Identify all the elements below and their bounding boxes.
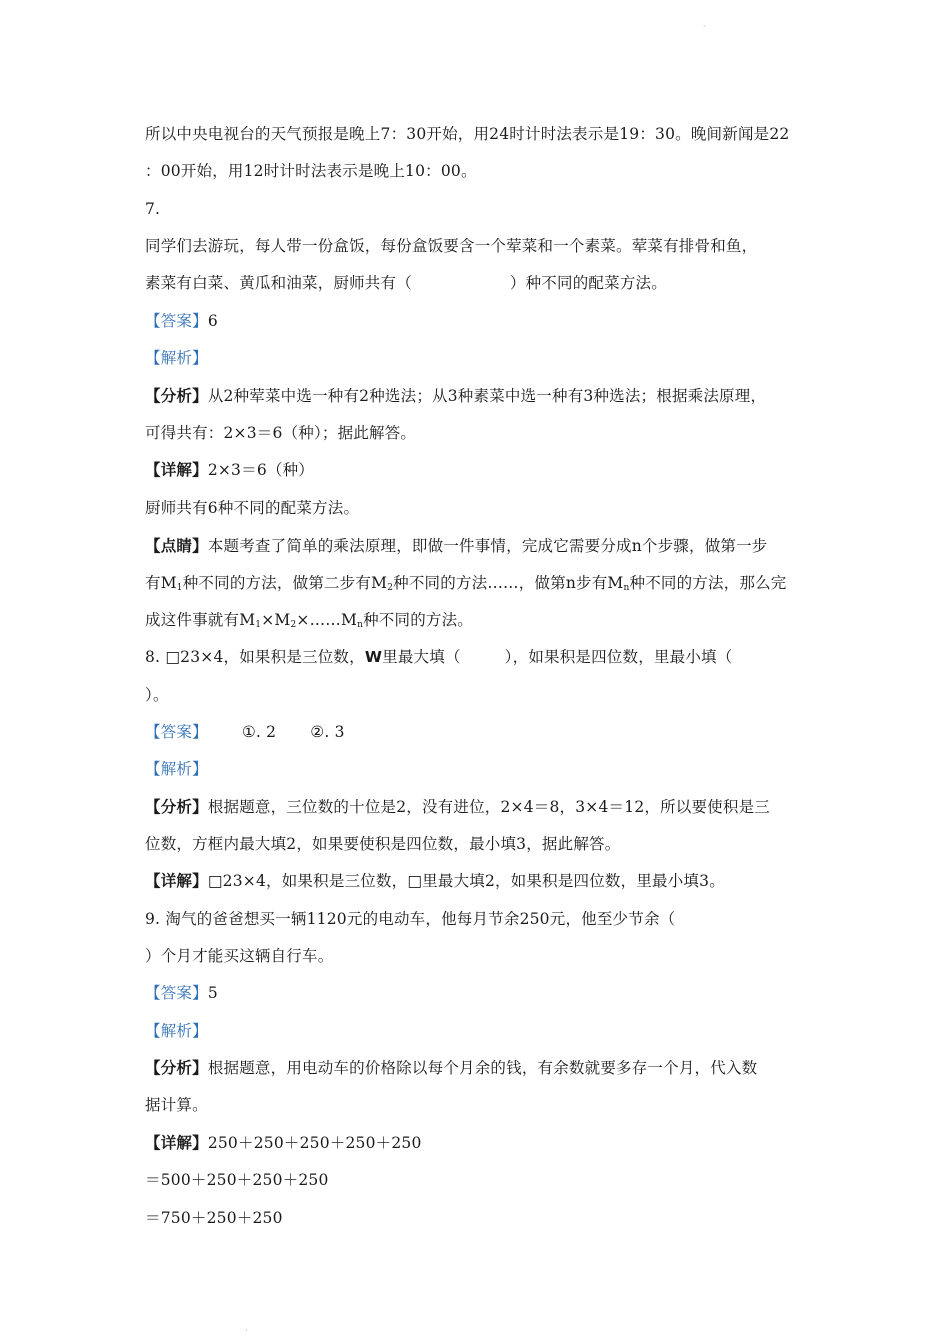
dianjing-text bbox=[145, 610, 473, 635]
answer-value: ②. 3 bbox=[310, 723, 345, 741]
calc-step: ＝750＋250＋250 bbox=[145, 1209, 283, 1227]
analysis-tag: 【解析】 bbox=[145, 1022, 208, 1040]
fenxi-tag: 【分析】 bbox=[145, 1058, 208, 1077]
answer-tag: 【答案】 bbox=[145, 723, 208, 741]
question-stem: ）个月才能买这辆自行车。 bbox=[145, 947, 334, 965]
analysis-tag: 【解析】 bbox=[145, 760, 208, 778]
dianjing-tag: 【点睛】 bbox=[145, 536, 208, 555]
text-line: 所以中央电视台的天气预报是晚上7：30开始，用24时计时法表示是19：30。晚间新闻是22 bbox=[145, 125, 790, 143]
answer-row bbox=[145, 311, 218, 331]
result-text: 厨师共有6种不同的配菜方法。 bbox=[145, 499, 360, 517]
subscript: n bbox=[623, 583, 630, 593]
xiangjie-text: 250＋250＋250＋250＋250 bbox=[207, 1134, 422, 1152]
xiangjie-row bbox=[145, 460, 314, 480]
fenxi-tag: 【分析】 bbox=[145, 797, 208, 816]
page-mark-dot: · bbox=[245, 1326, 248, 1335]
subscript: 2 bbox=[290, 620, 297, 630]
calc-step: ＝500＋250＋250＋250 bbox=[145, 1171, 329, 1189]
text-part: 种不同的方法，做第二步有M bbox=[182, 574, 388, 592]
fenxi-tag: 【分析】 bbox=[145, 386, 208, 405]
subscript: 1 bbox=[176, 583, 183, 593]
xiangjie-row bbox=[145, 1133, 422, 1153]
subscript: n bbox=[357, 620, 364, 630]
dianjing-row bbox=[145, 536, 768, 556]
fenxi-row bbox=[145, 386, 766, 406]
analysis-row bbox=[145, 348, 208, 368]
answer-value: ①. 2 bbox=[241, 723, 277, 741]
xiangjie-tag: 【详解】 bbox=[145, 1133, 208, 1152]
text-part: ×……M bbox=[296, 611, 358, 629]
fenxi-text: 位数，方框内最大填2，如果要使积是四位数，最小填3，据此解答。 bbox=[145, 835, 621, 853]
question-stem: 同学们去游玩，每人带一份盒饭，每份盒饭要含一个荤菜和一个素菜。荤菜有排骨和鱼， bbox=[145, 237, 758, 255]
stem-part: ）种不同的配菜方法。 bbox=[509, 274, 667, 292]
fenxi-text: 从2种荤菜中选一种有2种选法；从3种素菜中选一种有3种选法；根据乘法原理， bbox=[207, 387, 767, 405]
stem-part: 里最大填（ bbox=[382, 648, 461, 666]
fenxi-row bbox=[145, 1058, 757, 1078]
answer-value: 5 bbox=[207, 984, 218, 1002]
text-part: 种不同的方法。 bbox=[363, 611, 473, 629]
text-part: 种不同的方法，那么完 bbox=[629, 574, 787, 592]
stem-part: W bbox=[364, 648, 383, 666]
text-line: ：00开始，用12时计时法表示是晚上10：00。 bbox=[145, 162, 477, 180]
question-stem bbox=[145, 273, 667, 293]
text-part: ×M bbox=[261, 611, 291, 629]
answer-row bbox=[145, 983, 218, 1003]
question-stem: 9. 淘气的爸爸想买一辆1120元的电动车，他每月节余250元，他至少节余（ bbox=[145, 910, 676, 928]
answer-tag: 【答案】 bbox=[145, 312, 208, 330]
analysis-row bbox=[145, 759, 208, 779]
fenxi-text: 据计算。 bbox=[145, 1096, 208, 1114]
subscript: 2 bbox=[387, 583, 394, 593]
page-mark-dot: · bbox=[703, 22, 706, 31]
text-part: 种不同的方法……，做第n步有M bbox=[393, 574, 624, 592]
dianjing-text: 本题考查了简单的乘法原理，即做一件事情，完成它需要分成n个步骤，做第一步 bbox=[207, 537, 768, 555]
answer-value: 6 bbox=[207, 312, 218, 330]
text-part: 成这件事就有M bbox=[145, 611, 256, 629]
fenxi-text: 根据题意，三位数的十位是2，没有进位，2×4＝8，3×4＝12，所以要使积是三 bbox=[207, 798, 770, 816]
analysis-tag: 【解析】 bbox=[145, 349, 208, 367]
xiangjie-row bbox=[145, 871, 725, 891]
analysis-row bbox=[145, 1021, 208, 1041]
stem-part: 素菜有白菜、黄瓜和油菜，厨师共有（ bbox=[145, 274, 412, 292]
question-stem: ）。 bbox=[145, 686, 169, 704]
text-part: 有M bbox=[145, 574, 177, 592]
question-number: 7. bbox=[145, 200, 161, 218]
question-stem bbox=[145, 647, 732, 667]
fenxi-row bbox=[145, 797, 770, 817]
answer-tag: 【答案】 bbox=[145, 984, 208, 1002]
xiangjie-tag: 【详解】 bbox=[145, 871, 208, 890]
xiangjie-text: 2×3＝6（种） bbox=[207, 461, 314, 479]
stem-part: ），如果积是四位数，里最小填（ bbox=[504, 648, 733, 666]
xiangjie-tag: 【详解】 bbox=[145, 460, 208, 479]
subscript: 1 bbox=[255, 620, 262, 630]
stem-part: 8. □23×4，如果积是三位数， bbox=[145, 648, 365, 666]
answer-row bbox=[145, 722, 345, 742]
fenxi-text: 可得共有：2×3＝6（种）；据此解答。 bbox=[145, 424, 417, 442]
dianjing-text bbox=[145, 573, 787, 598]
xiangjie-text: □23×4，如果积是三位数，□里最大填2，如果积是四位数，里最小填3。 bbox=[207, 872, 725, 890]
fenxi-text: 根据题意，用电动车的价格除以每个月余的钱，有余数就要多存一个月，代入数 bbox=[207, 1059, 758, 1077]
